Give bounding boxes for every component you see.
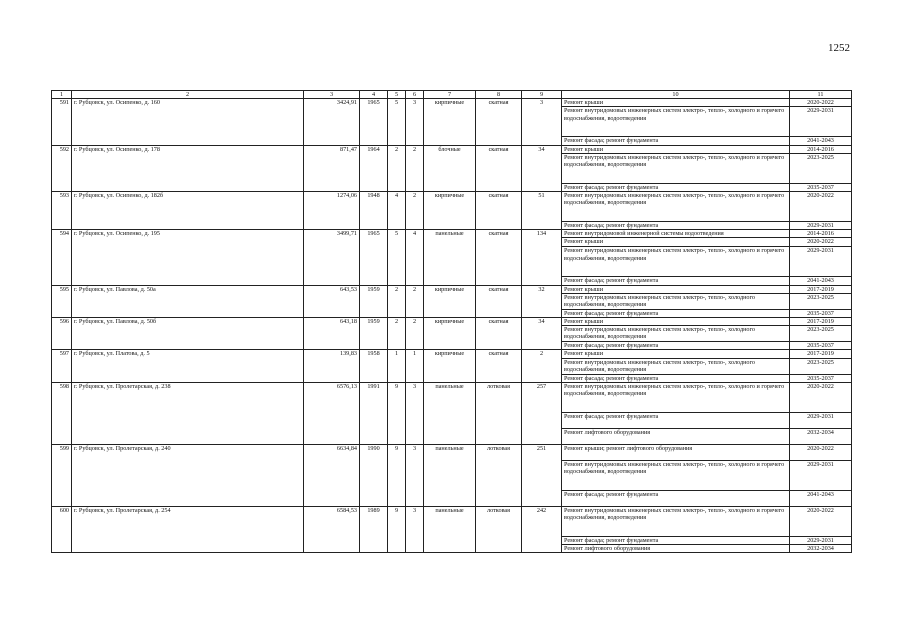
cell-area: 6634,84 (304, 444, 360, 506)
header-col-1: 1 (52, 91, 72, 99)
cell-year: 1959 (360, 285, 388, 317)
cell-area: 6584,53 (304, 506, 360, 552)
cell-wall: кирпичные (424, 99, 476, 145)
cell-work-type: Ремонт крыши (562, 238, 790, 247)
cell-work-period: 2041-2043 (790, 490, 852, 506)
cell-people: 34 (522, 145, 562, 191)
cell-floors: 2 (388, 285, 406, 317)
cell-roof: лотковая (476, 444, 522, 506)
cell-work-period: 2017-2019 (790, 318, 852, 326)
cell-work-type: Ремонт внутридомовых инженерных систем электро-, тепло-, холодного водоснабжения, водоотведения (562, 326, 790, 342)
cell-addr: г. Рубцовск, ул. Осипенко, д. 195 (72, 230, 304, 285)
header-col-8: 8 (476, 91, 522, 99)
header-col-4: 4 (360, 91, 388, 99)
page-number: 1252 (828, 42, 850, 54)
cell-wall: панельные (424, 444, 476, 506)
table-row (52, 230, 852, 238)
header-col-5: 5 (388, 91, 406, 99)
cell-work-type: Ремонт внутридомовых инженерных систем электро-, тепло-, холодного и горячего водоснабжения, водоотведения (562, 460, 790, 490)
cell-area: 643,53 (304, 285, 360, 317)
cell-entr: 3 (406, 506, 424, 552)
cell-work-type: Ремонт внутридомовой инженерной системы водоотведения (562, 230, 790, 238)
table-row (52, 506, 852, 536)
cell-work-type: Ремонт фасада; ремонт фундамента (562, 342, 790, 350)
table-row (52, 318, 852, 326)
cell-work-period: 2020-2022 (790, 99, 852, 107)
cell-floors: 9 (388, 382, 406, 444)
cell-work-type: Ремонт лифтового оборудования (562, 428, 790, 444)
cell-area: 3424,91 (304, 99, 360, 145)
cell-work-period: 2035-2037 (790, 374, 852, 382)
cell-work-type: Ремонт фасада; ремонт фундамента (562, 137, 790, 145)
cell-work-period: 2029-2031 (790, 107, 852, 137)
cell-roof: лотковая (476, 382, 522, 444)
cell-work-period: 2014-2016 (790, 230, 852, 238)
cell-floors: 9 (388, 506, 406, 552)
cell-people: 257 (522, 382, 562, 444)
cell-people: 134 (522, 230, 562, 285)
cell-n: 598 (52, 382, 72, 444)
cell-work-type: Ремонт фасада; ремонт фундамента (562, 536, 790, 544)
cell-n: 596 (52, 318, 72, 350)
cell-work-type: Ремонт крыши (562, 318, 790, 326)
cell-roof: скатная (476, 318, 522, 350)
cell-entr: 2 (406, 318, 424, 350)
cell-work-type: Ремонт фасада; ремонт фундамента (562, 277, 790, 285)
cell-n: 600 (52, 506, 72, 552)
cell-floors: 5 (388, 99, 406, 145)
cell-people: 3 (522, 99, 562, 145)
table-body (52, 91, 852, 553)
cell-area: 6576,13 (304, 382, 360, 444)
cell-year: 1964 (360, 145, 388, 191)
cell-entr: 4 (406, 230, 424, 285)
cell-work-type: Ремонт фасада; ремонт фундамента (562, 374, 790, 382)
cell-work-period: 2032-2034 (790, 428, 852, 444)
cell-work-period: 2035-2037 (790, 342, 852, 350)
header-col-10: 10 (562, 91, 790, 99)
cell-roof: скатная (476, 285, 522, 317)
header-col-2: 2 (72, 91, 304, 99)
cell-wall: панельные (424, 506, 476, 552)
table-row (52, 99, 852, 107)
cell-work-type: Ремонт лифтового оборудования (562, 545, 790, 553)
cell-work-type: Ремонт фасада; ремонт фундамента (562, 412, 790, 428)
cell-addr: г. Рубцовск, ул. Осипенко, д. 178 (72, 145, 304, 191)
cell-roof: скатная (476, 230, 522, 285)
cell-n: 597 (52, 350, 72, 382)
cell-work-type: Ремонт фасада; ремонт фундамента (562, 490, 790, 506)
cell-work-type: Ремонт крыши (562, 285, 790, 293)
cell-addr: г. Рубцовск, ул. Платова, д. 5 (72, 350, 304, 382)
cell-area: 871,47 (304, 145, 360, 191)
cell-work-period: 2029-2031 (790, 247, 852, 277)
cell-floors: 2 (388, 145, 406, 191)
cell-entr: 2 (406, 192, 424, 230)
cell-addr: г. Рубцовск, ул. Осипенко, д. 182б (72, 192, 304, 230)
cell-work-period: 2041-2043 (790, 137, 852, 145)
cell-work-period: 2020-2022 (790, 382, 852, 412)
cell-work-type: Ремонт крыши (562, 99, 790, 107)
table-row (52, 145, 852, 153)
cell-addr: г. Рубцовск, ул. Осипенко, д. 160 (72, 99, 304, 145)
cell-work-period: 2020-2022 (790, 444, 852, 460)
cell-work-type: Ремонт внутридомовых инженерных систем электро-, тепло-, холодного и горячего водоснабжения, водоотведения (562, 107, 790, 137)
table-row (52, 382, 852, 412)
cell-work-period: 2035-2037 (790, 309, 852, 317)
cell-work-type: Ремонт внутридомовых инженерных систем электро-, тепло-, холодного и горячего водоснабжения, водоотведения (562, 192, 790, 222)
cell-n: 592 (52, 145, 72, 191)
cell-work-period: 2029-2031 (790, 460, 852, 490)
cell-wall: кирпичные (424, 192, 476, 230)
cell-people: 51 (522, 192, 562, 230)
cell-roof: скатная (476, 99, 522, 145)
cell-work-type: Ремонт фасада; ремонт фундамента (562, 309, 790, 317)
table-row (52, 350, 852, 358)
cell-work-type: Ремонт крыши (562, 350, 790, 358)
cell-year: 1965 (360, 99, 388, 145)
header-col-6: 6 (406, 91, 424, 99)
cell-roof: скатная (476, 145, 522, 191)
cell-roof: скатная (476, 350, 522, 382)
header-col-7: 7 (424, 91, 476, 99)
cell-area: 139,83 (304, 350, 360, 382)
cell-n: 594 (52, 230, 72, 285)
cell-entr: 2 (406, 285, 424, 317)
cell-year: 1958 (360, 350, 388, 382)
cell-work-type: Ремонт внутридомовых инженерных систем электро-, тепло-, холодного и горячего водоснабжения, водоотведения (562, 506, 790, 536)
cell-people: 34 (522, 318, 562, 350)
cell-work-type: Ремонт внутридомовых инженерных систем электро-, тепло-, холодного и горячего водоснабжения, водоотведения (562, 382, 790, 412)
cell-addr: г. Рубцовск, ул. Павлова, д. 50а (72, 285, 304, 317)
cell-work-type: Ремонт крыши (562, 145, 790, 153)
cell-work-period: 2035-2037 (790, 183, 852, 191)
cell-n: 599 (52, 444, 72, 506)
cell-year: 1990 (360, 444, 388, 506)
header-col-9: 9 (522, 91, 562, 99)
cell-work-type: Ремонт фасада; ремонт фундамента (562, 222, 790, 230)
cell-work-period: 2041-2043 (790, 277, 852, 285)
cell-work-period: 2020-2022 (790, 238, 852, 247)
cell-entr: 1 (406, 350, 424, 382)
cell-floors: 9 (388, 444, 406, 506)
header-col-3: 3 (304, 91, 360, 99)
cell-work-period: 2029-2031 (790, 222, 852, 230)
cell-year: 1959 (360, 318, 388, 350)
cell-people: 2 (522, 350, 562, 382)
cell-entr: 3 (406, 444, 424, 506)
cell-work-type: Ремонт внутридомовых инженерных систем электро-, тепло-, холодного водоснабжения, водоотведения (562, 293, 790, 309)
cell-n: 591 (52, 99, 72, 145)
cell-work-period: 2023-2025 (790, 293, 852, 309)
cell-work-period: 2014-2016 (790, 145, 852, 153)
cell-wall: панельные (424, 230, 476, 285)
cell-work-period: 2029-2031 (790, 536, 852, 544)
cell-year: 1991 (360, 382, 388, 444)
cell-work-type: Ремонт фасада; ремонт фундамента (562, 183, 790, 191)
cell-work-period: 2020-2022 (790, 506, 852, 536)
cell-addr: г. Рубцовск, ул. Пролетарская, д. 254 (72, 506, 304, 552)
cell-work-period: 2017-2019 (790, 350, 852, 358)
cell-people: 32 (522, 285, 562, 317)
cell-wall: кирпичные (424, 285, 476, 317)
cell-area: 1274,06 (304, 192, 360, 230)
cell-n: 595 (52, 285, 72, 317)
table-row (52, 285, 852, 293)
table-row (52, 192, 852, 222)
cell-roof: лотковая (476, 506, 522, 552)
cell-work-period: 2023-2025 (790, 358, 852, 374)
cell-floors: 2 (388, 318, 406, 350)
cell-work-period: 2017-2019 (790, 285, 852, 293)
cell-work-period: 2023-2025 (790, 326, 852, 342)
cell-entr: 3 (406, 382, 424, 444)
cell-addr: г. Рубцовск, ул. Пролетарская, д. 240 (72, 444, 304, 506)
cell-floors: 4 (388, 192, 406, 230)
table-row (52, 444, 852, 460)
cell-floors: 5 (388, 230, 406, 285)
cell-work-period: 2023-2025 (790, 153, 852, 183)
cell-wall: блочные (424, 145, 476, 191)
cell-people: 242 (522, 506, 562, 552)
header-col-11: 11 (790, 91, 852, 99)
cell-addr: г. Рубцовск, ул. Пролетарская, д. 238 (72, 382, 304, 444)
cell-work-type: Ремонт внутридомовых инженерных систем электро-, тепло-, холодного водоснабжения, водоотведения (562, 358, 790, 374)
cell-work-type: Ремонт внутридомовых инженерных систем электро-, тепло-, холодного и горячего водоснабжения, водоотведения (562, 247, 790, 277)
cell-work-period: 2020-2022 (790, 192, 852, 222)
cell-work-type: Ремонт внутридомовых инженерных систем электро-, тепло-, холодного и горячего водоснабжения, водоотведения (562, 153, 790, 183)
cell-area: 3499,71 (304, 230, 360, 285)
cell-year: 1989 (360, 506, 388, 552)
cell-work-period: 2032-2034 (790, 545, 852, 553)
cell-addr: г. Рубцовск, ул. Павлова, д. 50б (72, 318, 304, 350)
cell-wall: кирпичные (424, 350, 476, 382)
cell-area: 643,18 (304, 318, 360, 350)
cell-wall: кирпичные (424, 318, 476, 350)
cell-work-period: 2029-2031 (790, 412, 852, 428)
cell-year: 1965 (360, 230, 388, 285)
cell-floors: 1 (388, 350, 406, 382)
cell-entr: 2 (406, 145, 424, 191)
cell-year: 1948 (360, 192, 388, 230)
cell-roof: скатная (476, 192, 522, 230)
cell-work-type: Ремонт крыши; ремонт лифтового оборудования (562, 444, 790, 460)
header-row (52, 91, 852, 99)
cell-n: 593 (52, 192, 72, 230)
cell-people: 251 (522, 444, 562, 506)
cell-wall: панельные (424, 382, 476, 444)
repair-schedule-table (51, 90, 852, 553)
cell-entr: 3 (406, 99, 424, 145)
